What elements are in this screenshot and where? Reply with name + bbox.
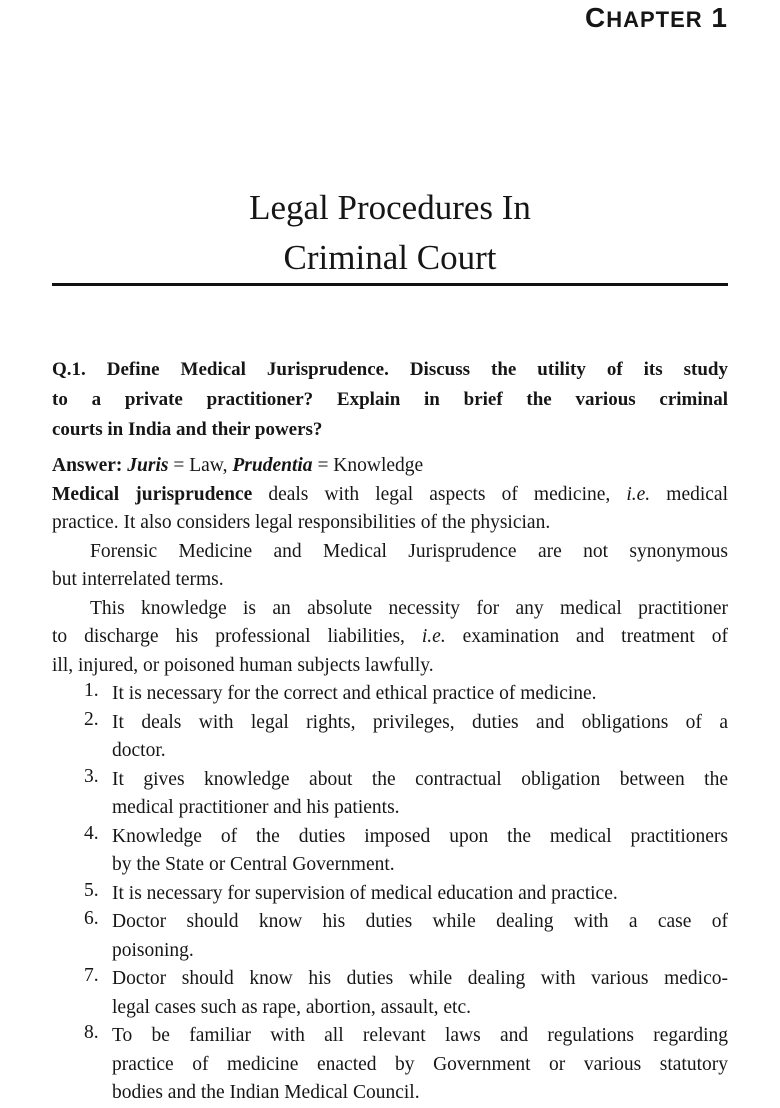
list-item xyxy=(52,709,728,766)
question-line: to a private practitioner? Explain in brief the various criminal xyxy=(52,389,728,410)
list-item-line: It is necessary for the correct and ethical practice of medicine. xyxy=(112,683,597,704)
ie: i.e. xyxy=(626,483,651,505)
list-number: 5. xyxy=(84,879,99,901)
paragraph-line xyxy=(52,623,728,652)
chapter-heading xyxy=(585,2,728,34)
list-number: 2. xyxy=(84,708,99,730)
list-item-line: Doctor should know his duties while dealing with various medico- xyxy=(112,968,728,989)
list-item xyxy=(52,823,728,880)
prudentia-def: = Knowledge xyxy=(312,455,424,476)
paragraph-line: ill, injured, or poisoned human subjects lawfully. xyxy=(52,654,434,676)
juris-def: = Law, xyxy=(168,455,233,476)
list-item xyxy=(52,880,728,909)
title-line-2: Criminal Court xyxy=(283,238,497,277)
list-item-line: It gives knowledge about the contractual obligation between the xyxy=(112,768,728,790)
list-number: 4. xyxy=(84,822,99,844)
paragraph-line: This knowledge is an absolute necessity for any medical practitioner xyxy=(90,597,728,619)
list-number: 3. xyxy=(84,765,99,787)
list-item-line: legal cases such as rape, abortion, assault, etc. xyxy=(112,996,471,1018)
text: deals with legal aspects of medicine, xyxy=(252,483,627,505)
term-juris: Juris xyxy=(127,455,169,476)
text: to discharge his professional liabilities, xyxy=(52,626,422,647)
list-item-line: It deals with legal rights, privileges, duties and obligations of a xyxy=(112,711,728,733)
paragraph-line: Forensic Medicine and Medical Jurisprudence are not synonymous xyxy=(90,540,728,562)
question-line: courts in India and their powers? xyxy=(52,419,323,440)
list-item xyxy=(52,680,728,709)
paragraph-line xyxy=(52,481,728,510)
text: medical xyxy=(650,483,728,505)
question xyxy=(52,355,728,445)
ie: i.e. xyxy=(421,626,446,647)
list-item xyxy=(52,1022,728,1108)
list-item-line: practice of medicine enacted by Government or various statutory xyxy=(112,1053,728,1075)
list-item-line: Doctor should know his duties while dealing with a case of xyxy=(112,911,728,932)
answer xyxy=(52,452,728,1108)
list-item xyxy=(52,908,728,965)
term-prudentia: Prudentia xyxy=(232,455,313,476)
paragraph-line: practice. It also considers legal responsibilities of the physician. xyxy=(52,512,551,533)
text: examination and treatment of xyxy=(445,626,729,647)
list-item xyxy=(52,965,728,1022)
list-number: 1. xyxy=(84,680,99,701)
list-item xyxy=(52,766,728,823)
paragraph-line: but interrelated terms. xyxy=(52,569,224,590)
utility-list xyxy=(52,680,728,1108)
list-item-line: by the State or Central Government. xyxy=(112,854,395,875)
list-item-line: To be familiar with all relevant laws and regulations regarding xyxy=(112,1025,728,1046)
list-item-line: Knowledge of the duties imposed upon the medical practitioners xyxy=(112,825,728,847)
list-item-line: bodies and the Indian Medical Council. xyxy=(112,1082,420,1103)
chapter-label: C xyxy=(584,2,607,33)
chapter-label-rest: HAPTER xyxy=(606,7,703,32)
answer-definition xyxy=(52,452,728,481)
list-number: 8. xyxy=(84,1022,99,1043)
list-item-line: medical practitioner and his patients. xyxy=(112,797,400,818)
chapter-number: 1 xyxy=(711,2,728,33)
list-number: 6. xyxy=(84,908,99,929)
list-number: 7. xyxy=(84,965,99,986)
chapter-title xyxy=(0,183,780,283)
list-item-line: doctor. xyxy=(112,740,166,761)
answer-label: Answer: xyxy=(52,455,123,476)
title-line-1: Legal Procedures In xyxy=(249,188,531,227)
title-rule xyxy=(52,283,728,286)
list-item-line: poisoning. xyxy=(112,939,194,961)
list-item-line: It is necessary for supervision of medical education and practice. xyxy=(112,882,618,904)
term-medical-jurisprudence: Medical jurisprudence xyxy=(52,483,253,505)
question-line: Q.1. Define Medical Jurisprudence. Discuss the utility of its study xyxy=(52,359,728,380)
